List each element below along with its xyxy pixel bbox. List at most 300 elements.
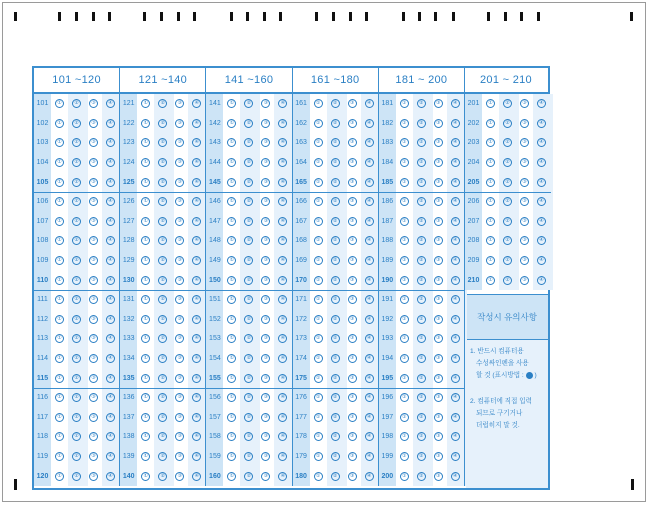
answer-bubble[interactable]: ① <box>314 256 323 265</box>
answer-bubble[interactable]: ④ <box>365 432 374 441</box>
answer-bubble[interactable]: ③ <box>89 354 98 363</box>
answer-bubble[interactable]: ② <box>331 374 340 383</box>
answer-bubble[interactable]: ④ <box>365 354 374 363</box>
answer-bubble[interactable]: ④ <box>106 432 115 441</box>
answer-bubble[interactable]: ③ <box>175 432 184 441</box>
answer-bubble[interactable]: ④ <box>192 276 201 285</box>
answer-bubble[interactable]: ③ <box>89 236 98 245</box>
answer-bubble[interactable]: ③ <box>348 413 357 422</box>
answer-bubble[interactable]: ④ <box>451 393 460 402</box>
answer-bubble[interactable]: ④ <box>365 374 374 383</box>
answer-bubble[interactable]: ① <box>400 393 409 402</box>
answer-bubble[interactable]: ③ <box>261 119 270 128</box>
answer-bubble[interactable]: ③ <box>348 354 357 363</box>
answer-bubble[interactable]: ④ <box>365 119 374 128</box>
answer-bubble[interactable]: ① <box>227 158 236 167</box>
answer-bubble[interactable]: ① <box>400 158 409 167</box>
answer-bubble[interactable]: ② <box>244 138 253 147</box>
answer-bubble[interactable]: ④ <box>365 393 374 402</box>
answer-bubble[interactable]: ③ <box>348 217 357 226</box>
answer-bubble[interactable]: ③ <box>261 432 270 441</box>
answer-bubble[interactable]: ③ <box>348 119 357 128</box>
answer-bubble[interactable]: ④ <box>106 315 115 324</box>
answer-bubble[interactable]: ③ <box>520 276 529 285</box>
answer-bubble[interactable]: ③ <box>261 334 270 343</box>
answer-bubble[interactable]: ③ <box>261 197 270 206</box>
answer-bubble[interactable]: ① <box>227 354 236 363</box>
answer-bubble[interactable]: ③ <box>434 217 443 226</box>
answer-bubble[interactable]: ① <box>314 295 323 304</box>
answer-bubble[interactable]: ① <box>400 178 409 187</box>
answer-bubble[interactable]: ② <box>331 178 340 187</box>
answer-bubble[interactable]: ④ <box>278 158 287 167</box>
answer-bubble[interactable]: ④ <box>278 99 287 108</box>
answer-bubble[interactable]: ① <box>141 276 150 285</box>
answer-bubble[interactable]: ② <box>72 413 81 422</box>
answer-bubble[interactable]: ③ <box>434 119 443 128</box>
answer-bubble[interactable]: ① <box>314 217 323 226</box>
answer-bubble[interactable]: ④ <box>365 334 374 343</box>
answer-bubble[interactable]: ② <box>503 197 512 206</box>
answer-bubble[interactable]: ② <box>158 315 167 324</box>
answer-bubble[interactable]: ③ <box>89 138 98 147</box>
answer-bubble[interactable]: ④ <box>451 432 460 441</box>
answer-bubble[interactable]: ④ <box>106 354 115 363</box>
answer-bubble[interactable]: ② <box>331 393 340 402</box>
answer-bubble[interactable]: ③ <box>89 158 98 167</box>
answer-bubble[interactable]: ④ <box>278 138 287 147</box>
answer-bubble[interactable]: ④ <box>192 374 201 383</box>
answer-bubble[interactable]: ① <box>314 374 323 383</box>
answer-bubble[interactable]: ④ <box>365 276 374 285</box>
answer-bubble[interactable]: ④ <box>365 315 374 324</box>
answer-bubble[interactable]: ③ <box>348 295 357 304</box>
answer-bubble[interactable]: ② <box>417 236 426 245</box>
answer-bubble[interactable]: ③ <box>520 178 529 187</box>
answer-bubble[interactable]: ④ <box>451 256 460 265</box>
answer-bubble[interactable]: ④ <box>537 276 546 285</box>
answer-bubble[interactable]: ① <box>400 138 409 147</box>
answer-bubble[interactable]: ④ <box>192 413 201 422</box>
answer-bubble[interactable]: ④ <box>365 452 374 461</box>
answer-bubble[interactable]: ② <box>244 119 253 128</box>
answer-bubble[interactable]: ④ <box>278 374 287 383</box>
answer-bubble[interactable]: ② <box>72 217 81 226</box>
answer-bubble[interactable]: ① <box>400 99 409 108</box>
answer-bubble[interactable]: ① <box>314 334 323 343</box>
answer-bubble[interactable]: ① <box>314 197 323 206</box>
answer-bubble[interactable]: ③ <box>89 197 98 206</box>
answer-bubble[interactable]: ③ <box>89 334 98 343</box>
answer-bubble[interactable]: ① <box>314 158 323 167</box>
answer-bubble[interactable]: ④ <box>106 413 115 422</box>
answer-bubble[interactable]: ④ <box>278 178 287 187</box>
answer-bubble[interactable]: ④ <box>365 413 374 422</box>
answer-bubble[interactable]: ① <box>141 374 150 383</box>
answer-bubble[interactable]: ② <box>331 158 340 167</box>
answer-bubble[interactable]: ③ <box>348 138 357 147</box>
answer-bubble[interactable]: ④ <box>451 158 460 167</box>
answer-bubble[interactable]: ① <box>486 236 495 245</box>
answer-bubble[interactable]: ③ <box>89 217 98 226</box>
answer-bubble[interactable]: ④ <box>278 295 287 304</box>
answer-bubble[interactable]: ③ <box>520 119 529 128</box>
answer-bubble[interactable]: ③ <box>348 178 357 187</box>
answer-bubble[interactable]: ③ <box>348 452 357 461</box>
answer-bubble[interactable]: ② <box>331 138 340 147</box>
answer-bubble[interactable]: ② <box>331 452 340 461</box>
answer-bubble[interactable]: ② <box>331 472 340 481</box>
answer-bubble[interactable]: ① <box>314 393 323 402</box>
answer-bubble[interactable]: ③ <box>261 315 270 324</box>
answer-bubble[interactable]: ① <box>227 138 236 147</box>
answer-bubble[interactable]: ④ <box>278 119 287 128</box>
answer-bubble[interactable]: ① <box>55 393 64 402</box>
answer-bubble[interactable]: ③ <box>520 138 529 147</box>
answer-bubble[interactable]: ① <box>141 452 150 461</box>
answer-bubble[interactable]: ③ <box>520 256 529 265</box>
answer-bubble[interactable]: ③ <box>434 432 443 441</box>
answer-bubble[interactable]: ④ <box>106 217 115 226</box>
answer-bubble[interactable]: ② <box>503 158 512 167</box>
answer-bubble[interactable]: ② <box>331 217 340 226</box>
answer-bubble[interactable]: ③ <box>89 295 98 304</box>
answer-bubble[interactable]: ② <box>503 99 512 108</box>
answer-bubble[interactable]: ① <box>141 295 150 304</box>
answer-bubble[interactable]: ① <box>227 217 236 226</box>
answer-bubble[interactable]: ③ <box>89 472 98 481</box>
answer-bubble[interactable]: ④ <box>106 276 115 285</box>
answer-bubble[interactable]: ① <box>141 334 150 343</box>
answer-bubble[interactable]: ④ <box>451 472 460 481</box>
answer-bubble[interactable]: ① <box>227 197 236 206</box>
answer-bubble[interactable]: ③ <box>520 236 529 245</box>
answer-bubble[interactable]: ① <box>55 452 64 461</box>
answer-bubble[interactable]: ④ <box>365 158 374 167</box>
answer-bubble[interactable]: ② <box>417 99 426 108</box>
answer-bubble[interactable]: ③ <box>261 178 270 187</box>
answer-bubble[interactable]: ④ <box>451 452 460 461</box>
answer-bubble[interactable]: ② <box>158 413 167 422</box>
answer-bubble[interactable]: ③ <box>175 413 184 422</box>
answer-bubble[interactable]: ④ <box>106 178 115 187</box>
answer-bubble[interactable]: ② <box>417 217 426 226</box>
answer-bubble[interactable]: ① <box>141 197 150 206</box>
answer-bubble[interactable]: ① <box>314 452 323 461</box>
answer-bubble[interactable]: ② <box>417 158 426 167</box>
answer-bubble[interactable]: ③ <box>434 256 443 265</box>
answer-bubble[interactable]: ③ <box>175 334 184 343</box>
answer-bubble[interactable]: ② <box>417 178 426 187</box>
answer-bubble[interactable]: ① <box>314 354 323 363</box>
answer-bubble[interactable]: ③ <box>261 158 270 167</box>
answer-bubble[interactable]: ② <box>244 452 253 461</box>
answer-bubble[interactable]: ④ <box>192 99 201 108</box>
answer-bubble[interactable]: ② <box>244 295 253 304</box>
answer-bubble[interactable]: ① <box>314 99 323 108</box>
answer-bubble[interactable]: ① <box>314 119 323 128</box>
answer-bubble[interactable]: ② <box>244 178 253 187</box>
answer-bubble[interactable]: ② <box>503 178 512 187</box>
answer-bubble[interactable]: ③ <box>261 393 270 402</box>
answer-bubble[interactable]: ② <box>244 374 253 383</box>
answer-bubble[interactable]: ③ <box>520 217 529 226</box>
answer-bubble[interactable]: ③ <box>348 432 357 441</box>
answer-bubble[interactable]: ④ <box>278 217 287 226</box>
answer-bubble[interactable]: ① <box>314 432 323 441</box>
answer-bubble[interactable]: ④ <box>106 374 115 383</box>
answer-bubble[interactable]: ④ <box>365 256 374 265</box>
answer-bubble[interactable]: ② <box>72 99 81 108</box>
answer-bubble[interactable]: ② <box>503 217 512 226</box>
answer-bubble[interactable]: ② <box>331 295 340 304</box>
answer-bubble[interactable]: ③ <box>348 236 357 245</box>
answer-bubble[interactable]: ③ <box>348 99 357 108</box>
answer-bubble[interactable]: ① <box>141 393 150 402</box>
answer-bubble[interactable]: ① <box>55 138 64 147</box>
answer-bubble[interactable]: ③ <box>175 197 184 206</box>
answer-bubble[interactable]: ④ <box>192 158 201 167</box>
answer-bubble[interactable]: ② <box>72 236 81 245</box>
answer-bubble[interactable]: ③ <box>434 276 443 285</box>
answer-bubble[interactable]: ② <box>72 158 81 167</box>
answer-bubble[interactable]: ④ <box>537 99 546 108</box>
answer-bubble[interactable]: ④ <box>106 393 115 402</box>
answer-bubble[interactable]: ④ <box>106 119 115 128</box>
answer-bubble[interactable]: ② <box>417 295 426 304</box>
answer-bubble[interactable]: ① <box>55 236 64 245</box>
answer-bubble[interactable]: ① <box>314 236 323 245</box>
answer-bubble[interactable]: ③ <box>89 413 98 422</box>
answer-bubble[interactable]: ① <box>227 276 236 285</box>
answer-bubble[interactable]: ④ <box>278 334 287 343</box>
answer-bubble[interactable]: ③ <box>434 452 443 461</box>
answer-bubble[interactable]: ① <box>55 354 64 363</box>
answer-bubble[interactable]: ① <box>400 119 409 128</box>
answer-bubble[interactable]: ③ <box>175 295 184 304</box>
answer-bubble[interactable]: ② <box>244 99 253 108</box>
answer-bubble[interactable]: ④ <box>278 236 287 245</box>
answer-bubble[interactable]: ③ <box>434 472 443 481</box>
answer-bubble[interactable]: ① <box>486 276 495 285</box>
answer-bubble[interactable]: ① <box>400 276 409 285</box>
answer-bubble[interactable]: ① <box>227 452 236 461</box>
answer-bubble[interactable]: ① <box>227 374 236 383</box>
answer-bubble[interactable]: ③ <box>434 393 443 402</box>
answer-bubble[interactable]: ④ <box>192 315 201 324</box>
answer-bubble[interactable]: ② <box>417 138 426 147</box>
answer-bubble[interactable]: ② <box>503 236 512 245</box>
answer-bubble[interactable]: ② <box>331 119 340 128</box>
answer-bubble[interactable]: ① <box>227 256 236 265</box>
answer-bubble[interactable]: ③ <box>434 99 443 108</box>
answer-bubble[interactable]: ③ <box>434 178 443 187</box>
answer-bubble[interactable]: ① <box>486 197 495 206</box>
answer-bubble[interactable]: ① <box>400 374 409 383</box>
answer-bubble[interactable]: ③ <box>434 354 443 363</box>
answer-bubble[interactable]: ① <box>227 432 236 441</box>
answer-bubble[interactable]: ② <box>72 374 81 383</box>
answer-bubble[interactable]: ④ <box>278 452 287 461</box>
answer-bubble[interactable]: ④ <box>451 99 460 108</box>
answer-bubble[interactable]: ② <box>158 276 167 285</box>
answer-bubble[interactable]: ④ <box>106 256 115 265</box>
answer-bubble[interactable]: ① <box>55 178 64 187</box>
answer-bubble[interactable]: ④ <box>192 236 201 245</box>
answer-bubble[interactable]: ② <box>158 217 167 226</box>
answer-bubble[interactable]: ② <box>72 432 81 441</box>
answer-bubble[interactable]: ① <box>141 119 150 128</box>
answer-bubble[interactable]: ④ <box>106 236 115 245</box>
answer-bubble[interactable]: ② <box>72 315 81 324</box>
answer-bubble[interactable]: ① <box>400 256 409 265</box>
answer-bubble[interactable]: ③ <box>261 354 270 363</box>
answer-bubble[interactable]: ④ <box>192 197 201 206</box>
answer-bubble[interactable]: ① <box>55 315 64 324</box>
answer-bubble[interactable]: ④ <box>192 295 201 304</box>
answer-bubble[interactable]: ③ <box>89 452 98 461</box>
answer-bubble[interactable]: ② <box>417 413 426 422</box>
answer-bubble[interactable]: ② <box>72 178 81 187</box>
answer-bubble[interactable]: ② <box>503 119 512 128</box>
answer-bubble[interactable]: ① <box>227 295 236 304</box>
answer-bubble[interactable]: ④ <box>451 119 460 128</box>
answer-bubble[interactable]: ① <box>55 432 64 441</box>
answer-bubble[interactable]: ① <box>486 138 495 147</box>
answer-bubble[interactable]: ② <box>417 197 426 206</box>
answer-bubble[interactable]: ① <box>55 99 64 108</box>
answer-bubble[interactable]: ① <box>141 256 150 265</box>
answer-bubble[interactable]: ① <box>55 119 64 128</box>
answer-bubble[interactable]: ④ <box>192 256 201 265</box>
answer-bubble[interactable]: ② <box>244 315 253 324</box>
answer-bubble[interactable]: ③ <box>261 256 270 265</box>
answer-bubble[interactable]: ③ <box>434 315 443 324</box>
answer-bubble[interactable]: ④ <box>365 295 374 304</box>
answer-bubble[interactable]: ④ <box>451 197 460 206</box>
answer-bubble[interactable]: ② <box>244 393 253 402</box>
answer-bubble[interactable]: ① <box>314 413 323 422</box>
answer-bubble[interactable]: ④ <box>192 452 201 461</box>
answer-bubble[interactable]: ④ <box>106 452 115 461</box>
answer-bubble[interactable]: ② <box>244 217 253 226</box>
answer-bubble[interactable]: ② <box>72 472 81 481</box>
answer-bubble[interactable]: ③ <box>348 315 357 324</box>
answer-bubble[interactable]: ③ <box>434 197 443 206</box>
answer-bubble[interactable]: ② <box>158 99 167 108</box>
answer-bubble[interactable]: ② <box>331 197 340 206</box>
answer-bubble[interactable]: ④ <box>192 393 201 402</box>
answer-bubble[interactable]: ① <box>400 432 409 441</box>
answer-bubble[interactable]: ③ <box>261 217 270 226</box>
answer-bubble[interactable]: ② <box>158 236 167 245</box>
answer-bubble[interactable]: ④ <box>451 295 460 304</box>
answer-bubble[interactable]: ① <box>227 119 236 128</box>
answer-bubble[interactable]: ③ <box>261 99 270 108</box>
answer-bubble[interactable]: ① <box>486 178 495 187</box>
answer-bubble[interactable]: ① <box>227 413 236 422</box>
answer-bubble[interactable]: ④ <box>192 334 201 343</box>
answer-bubble[interactable]: ③ <box>175 472 184 481</box>
answer-bubble[interactable]: ③ <box>89 119 98 128</box>
answer-bubble[interactable]: ① <box>400 452 409 461</box>
answer-bubble[interactable]: ④ <box>365 99 374 108</box>
answer-bubble[interactable]: ① <box>55 217 64 226</box>
answer-bubble[interactable]: ② <box>331 236 340 245</box>
answer-bubble[interactable]: ③ <box>348 472 357 481</box>
answer-bubble[interactable]: ① <box>400 472 409 481</box>
answer-bubble[interactable]: ③ <box>261 452 270 461</box>
answer-bubble[interactable]: ① <box>55 197 64 206</box>
answer-bubble[interactable]: ① <box>400 236 409 245</box>
answer-bubble[interactable]: ② <box>158 256 167 265</box>
answer-bubble[interactable]: ② <box>72 197 81 206</box>
answer-bubble[interactable]: ② <box>158 197 167 206</box>
answer-bubble[interactable]: ② <box>331 413 340 422</box>
answer-bubble[interactable]: ③ <box>434 374 443 383</box>
answer-bubble[interactable]: ② <box>417 256 426 265</box>
answer-bubble[interactable]: ① <box>400 217 409 226</box>
answer-bubble[interactable]: ④ <box>537 138 546 147</box>
answer-bubble[interactable]: ② <box>158 334 167 343</box>
answer-bubble[interactable]: ② <box>331 276 340 285</box>
answer-bubble[interactable]: ① <box>400 197 409 206</box>
answer-bubble[interactable]: ② <box>331 334 340 343</box>
answer-bubble[interactable]: ② <box>158 452 167 461</box>
answer-bubble[interactable]: ① <box>486 217 495 226</box>
answer-bubble[interactable]: ② <box>244 472 253 481</box>
answer-bubble[interactable]: ④ <box>106 295 115 304</box>
answer-bubble[interactable]: ② <box>158 393 167 402</box>
answer-bubble[interactable]: ④ <box>192 472 201 481</box>
answer-bubble[interactable]: ② <box>417 374 426 383</box>
answer-bubble[interactable]: ② <box>158 119 167 128</box>
answer-bubble[interactable]: ② <box>331 256 340 265</box>
answer-bubble[interactable]: ③ <box>348 334 357 343</box>
answer-bubble[interactable]: ④ <box>278 413 287 422</box>
answer-bubble[interactable]: ① <box>400 295 409 304</box>
answer-bubble[interactable]: ④ <box>537 217 546 226</box>
answer-bubble[interactable]: ② <box>244 236 253 245</box>
answer-bubble[interactable]: ④ <box>365 472 374 481</box>
answer-bubble[interactable]: ② <box>72 119 81 128</box>
answer-bubble[interactable]: ③ <box>261 138 270 147</box>
answer-bubble[interactable]: ③ <box>175 178 184 187</box>
answer-bubble[interactable]: ③ <box>175 374 184 383</box>
answer-bubble[interactable]: ④ <box>278 472 287 481</box>
answer-bubble[interactable]: ② <box>244 158 253 167</box>
answer-bubble[interactable]: ② <box>503 276 512 285</box>
answer-bubble[interactable]: ① <box>141 158 150 167</box>
answer-bubble[interactable]: ② <box>503 256 512 265</box>
answer-bubble[interactable]: ② <box>331 315 340 324</box>
answer-bubble[interactable]: ④ <box>451 178 460 187</box>
answer-bubble[interactable]: ③ <box>89 374 98 383</box>
answer-bubble[interactable]: ③ <box>434 334 443 343</box>
answer-bubble[interactable]: ④ <box>278 276 287 285</box>
answer-bubble[interactable]: ① <box>400 413 409 422</box>
answer-bubble[interactable]: ④ <box>192 138 201 147</box>
answer-bubble[interactable]: ④ <box>278 432 287 441</box>
answer-bubble[interactable]: ① <box>400 315 409 324</box>
answer-bubble[interactable]: ④ <box>537 178 546 187</box>
answer-bubble[interactable]: ① <box>486 158 495 167</box>
answer-bubble[interactable]: ④ <box>451 217 460 226</box>
answer-bubble[interactable]: ③ <box>89 276 98 285</box>
answer-bubble[interactable]: ④ <box>365 217 374 226</box>
answer-bubble[interactable]: ② <box>417 472 426 481</box>
answer-bubble[interactable]: ④ <box>106 138 115 147</box>
